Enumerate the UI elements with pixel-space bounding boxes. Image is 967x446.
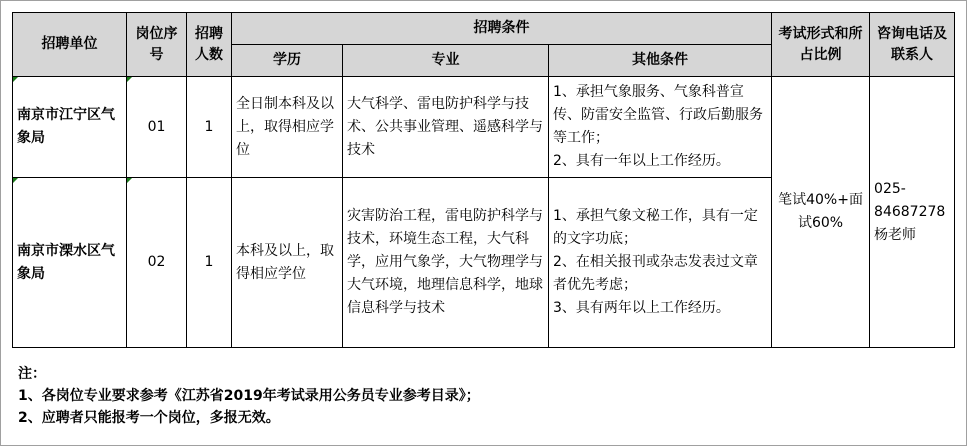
other-cell — [549, 77, 772, 178]
count-cell: 1 — [187, 178, 232, 348]
contact-phone: 025-84687278 — [874, 180, 946, 220]
header-other: 其他条件 — [549, 45, 772, 77]
major-cell: 大气科学、雷电防护科学与技术、公共事业管理、遥感科学与技术 — [343, 77, 549, 178]
header-count: 招聘人数 — [187, 13, 232, 77]
other-item: 2、在相关报刊或杂志发表过文章者优先考虑； — [553, 254, 758, 293]
contact-cell — [870, 77, 955, 348]
other-item: 1、承担气象文秘工作，具有一定的文字功底； — [553, 208, 758, 247]
header-major: 专业 — [343, 45, 549, 77]
other-item: 1、承担气象服务、气象科普宣传、防雷安全监管、行政后勤服务等工作； — [553, 84, 763, 146]
notes-section — [18, 363, 480, 429]
other-cell — [549, 178, 772, 348]
header-post-no: 岗位序号 — [127, 13, 187, 77]
other-item: 2、具有一年以上工作经历。 — [553, 153, 730, 169]
education-cell: 本科及以上，取得相应学位 — [232, 178, 343, 348]
education-cell: 全日制本科及以上，取得相应学位 — [232, 77, 343, 178]
unit-cell: 南京市溧水区气象局 — [13, 178, 127, 348]
table-row — [13, 77, 955, 178]
post-no-cell: 01 — [127, 77, 187, 178]
notes-title: 注： — [18, 366, 46, 382]
post-no-cell: 02 — [127, 178, 187, 348]
major-cell: 灾害防治工程，雷电防护科学与技术，环境生态工程，大气科学，应用气象学，大气物理学与大气环境，地理信息科学，地球信息科学与技术 — [343, 178, 549, 348]
header-education: 学历 — [232, 45, 343, 77]
header-unit: 招聘单位 — [13, 13, 127, 77]
unit-cell: 南京市江宁区气象局 — [13, 77, 127, 178]
header-exam: 考试形式和所占比例 — [772, 13, 870, 77]
count-cell: 1 — [187, 77, 232, 178]
header-conditions: 招聘条件 — [232, 13, 772, 45]
recruitment-table — [12, 12, 955, 348]
exam-cell: 笔试40%+面试60% — [772, 77, 870, 348]
other-item: 3、具有两年以上工作经历。 — [553, 300, 730, 316]
note-item: 1、各岗位专业要求参考《江苏省2019年考试录用公务员专业参考目录》； — [18, 388, 480, 404]
note-item: 2、应聘者只能报考一个岗位，多报无效。 — [18, 410, 280, 426]
header-contact: 咨询电话及联系人 — [870, 13, 955, 77]
contact-person: 杨老师 — [874, 226, 917, 243]
header-row-1 — [13, 13, 955, 45]
